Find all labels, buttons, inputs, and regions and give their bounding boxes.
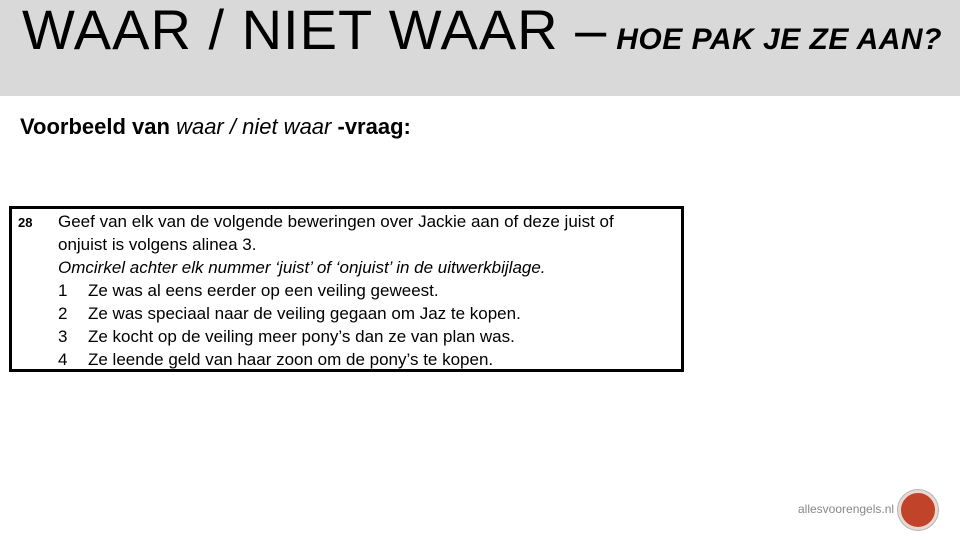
statement-number: 1 [58,281,68,300]
slide-title-main: WAAR / NIET WAAR – [22,0,608,61]
statement-item [58,302,684,325]
exam-question-box [9,206,684,372]
statement-item [58,348,684,371]
statement-item [58,279,684,302]
slide-title-sub: HOE PAK JE ZE AAN? [616,23,942,56]
footer-website: allesvoorengels.nl [798,502,895,516]
statement-text: Ze kocht op de veiling meer pony’s dan ze van plan was. [88,327,515,346]
question-instruction: Omcirkel achter elk nummer ‘juist’ of ‘onjuist’ in de uitwerkbijlage. [58,258,546,277]
subtitle-start: Voorbeeld van [20,114,177,139]
subtitle-end: -vraag: [331,114,411,139]
brand-logo-icon [898,490,938,530]
question-line-1: Geef van elk van de volgende beweringen over Jackie aan of deze juist of [58,212,614,231]
statement-number: 3 [58,327,68,346]
statement-text: Ze was speciaal naar de veiling gegaan om Jaz te kopen. [88,304,521,323]
slide-subtitle [20,114,411,140]
question-text [58,210,684,371]
statement-number: 2 [58,304,68,323]
question-line-2: onjuist is volgens alinea 3. [58,235,257,254]
subtitle-italic: waar / niet waar [176,114,332,139]
statement-text: Ze leende geld van haar zoon om de pony’s te kopen. [88,350,494,369]
statement-item [58,325,684,348]
statement-number: 4 [58,350,68,369]
slide-title [22,0,942,63]
statement-text: Ze was al eens eerder op een veiling geweest. [88,281,439,300]
question-number: 28 [18,215,33,230]
